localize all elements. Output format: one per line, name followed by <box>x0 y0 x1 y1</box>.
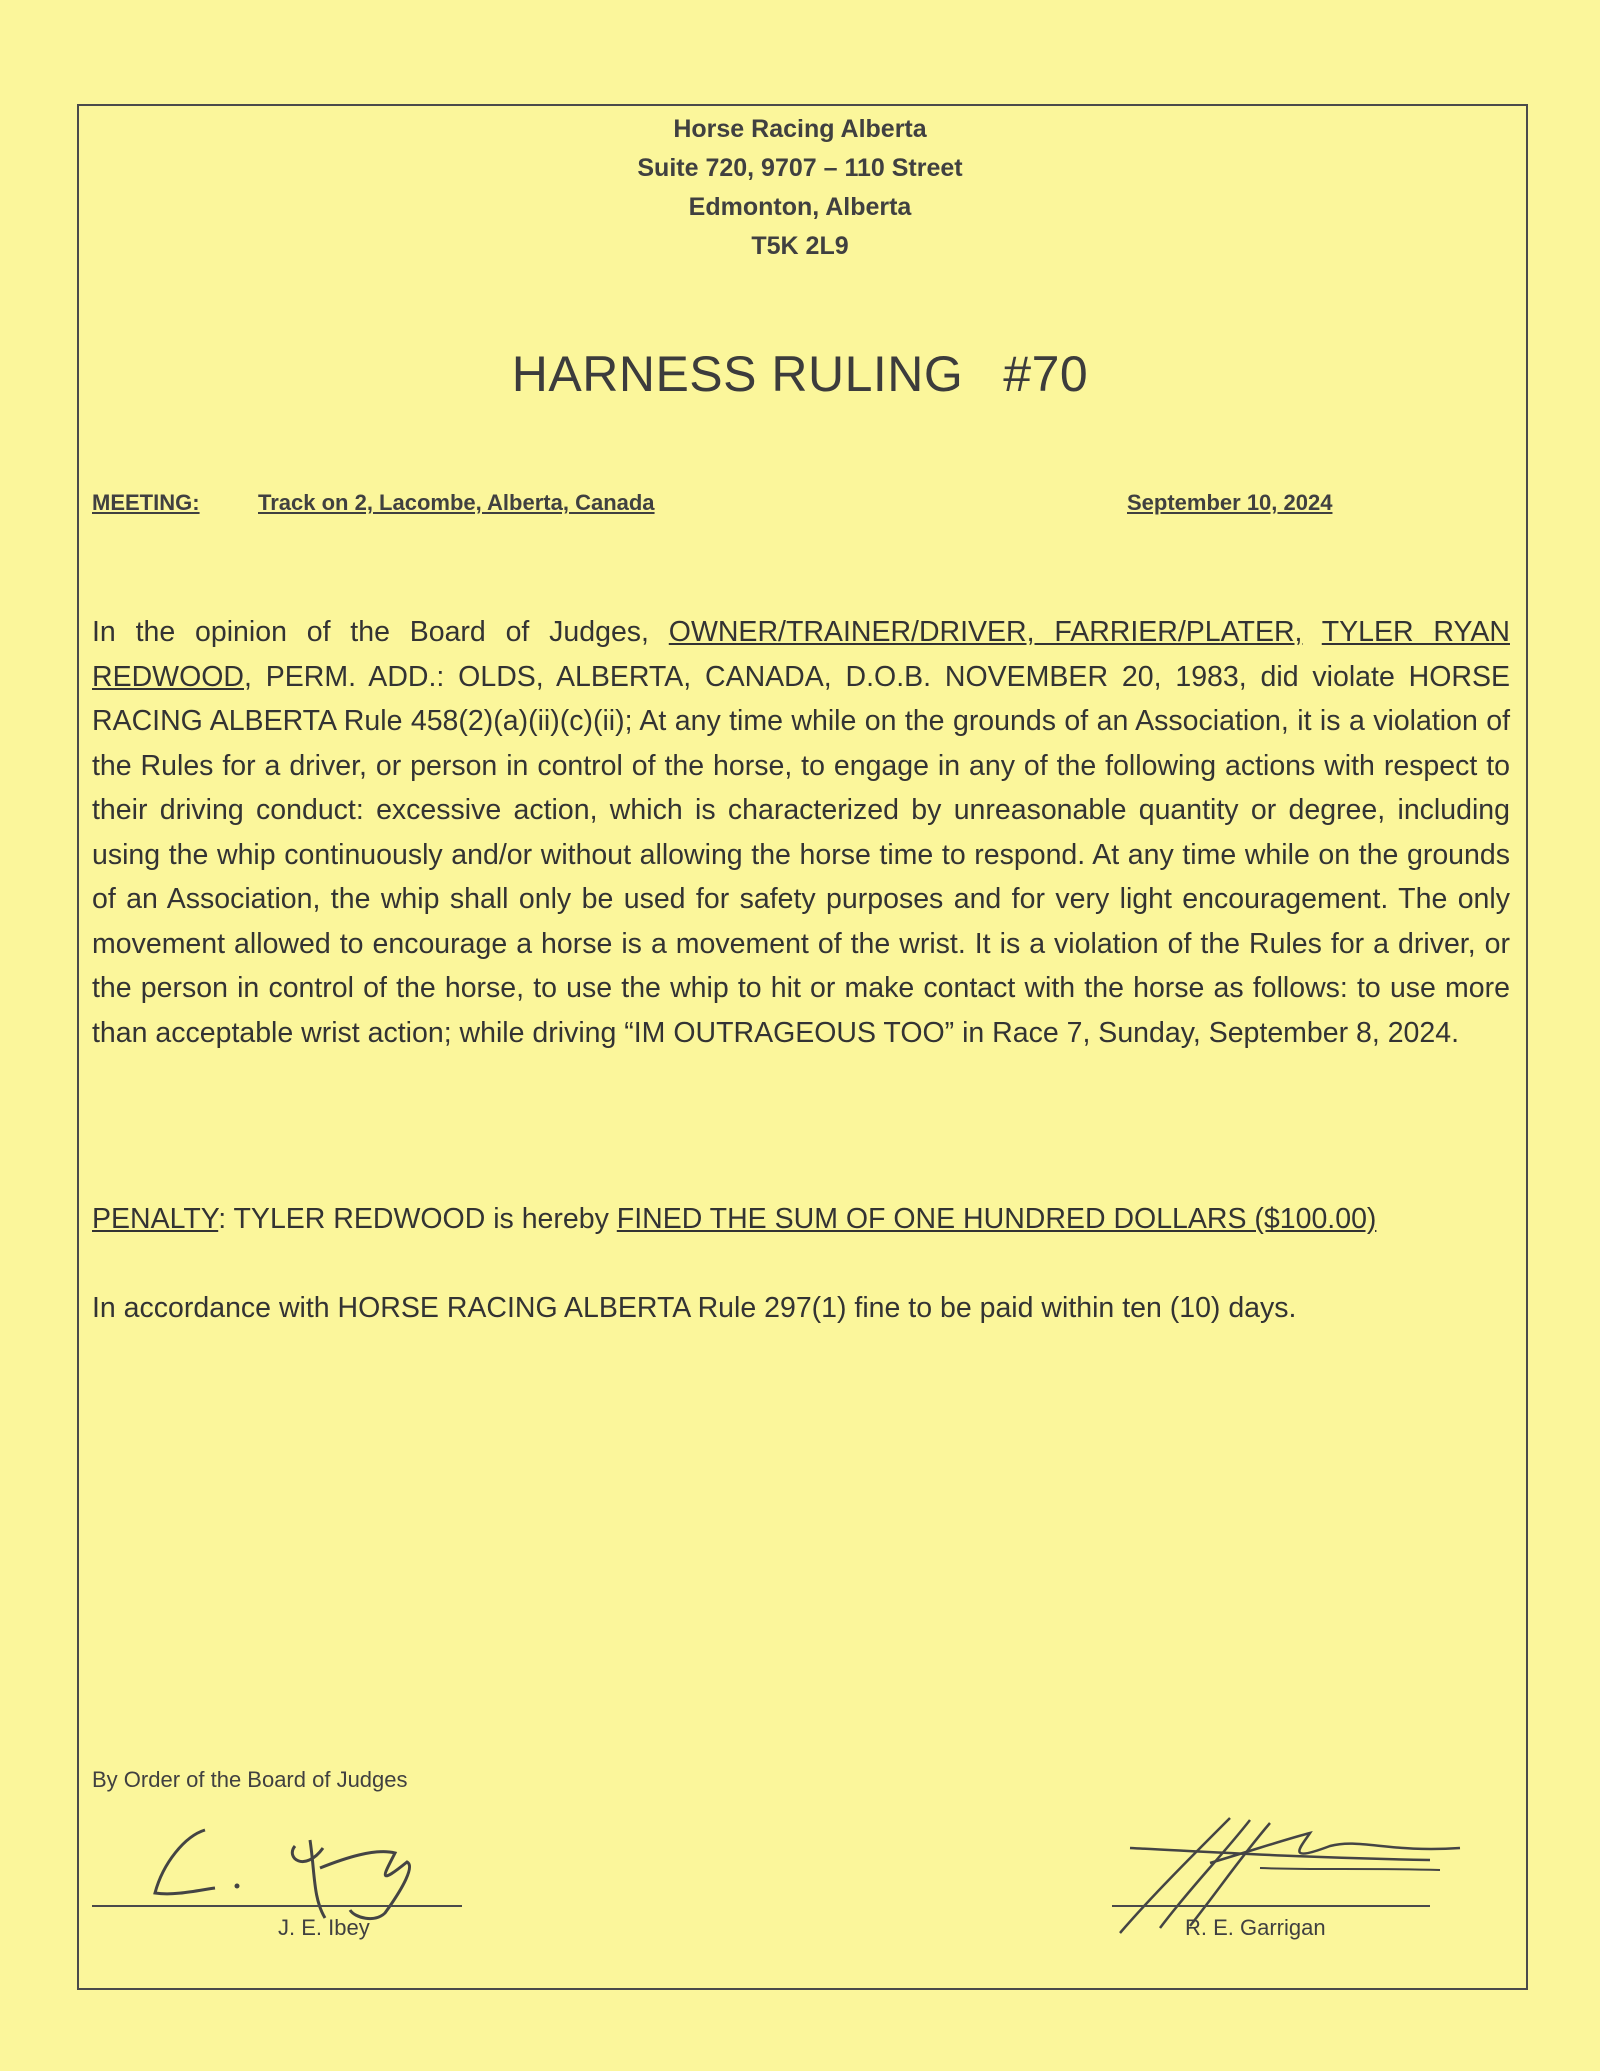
org-name: Horse Racing Alberta <box>673 115 927 143</box>
opinion-intro: In the opinion of the Board of Judges, <box>92 616 669 648</box>
opinion-details: , PERM. ADD.: OLDS, ALBERTA, CANADA, D.O.B. NOVEMBER 20, 1983, did violate HORSE RACING ALBERTA Rule 458(2)(a)(ii)(c)(ii); At any time while on the grounds of an Association, it is a violation of the Rules for a driver, or person in control of the horse, to engage in any of the following actions with respect to their driving conduct: excessive action, which is characterized by unreasonable quantity or degree, including using the whip continuously and/or without allowing the horse time to respond. At any time while on the grounds of an Association, the whip shall only be used for safety purposes and for very light encouragement. The only movement allowed to encourage a horse is a movement of the wrist. It is a violation of the Rules for a driver, or the person in control of the horse, to use the whip to hit or make contact with the horse as follows: to use more than acceptable wrist action; while driving “IM OUTRAGEOUS TOO” in Race 7, Sunday, September 8, 2024. <box>92 660 1510 1049</box>
signature-judge-1 <box>145 1818 455 1928</box>
meeting-label: MEETING: <box>92 490 200 515</box>
penalty-text: : TYLER REDWOOD is hereby <box>218 1203 617 1235</box>
penalty-fine: FINED THE SUM OF ONE HUNDRED DOLLARS ($100.00) <box>616 1203 1377 1235</box>
ruling-title-text: HARNESS RULING <box>511 346 964 402</box>
ruling-number: #70 <box>1003 346 1089 402</box>
meeting-date: September 10, 2024 <box>1127 490 1333 515</box>
signature-line-1 <box>92 1905 462 1907</box>
judge-1-name: J. E. Ibey <box>278 1915 370 1940</box>
ruling-title <box>0 345 1600 403</box>
org-address-line1: Suite 720, 9707 – 110 Street <box>637 154 963 182</box>
accordance-paragraph: In accordance with HORSE RACING ALBERTA Rule 297(1) fine to be paid within ten (10) days. <box>92 1292 1297 1324</box>
signature-line-2 <box>1112 1905 1430 1907</box>
respondent-roles: OWNER/TRAINER/DRIVER, FARRIER/PLATER, <box>668 616 1303 648</box>
by-order-text: By Order of the Board of Judges <box>92 1767 408 1792</box>
judge-2-name: R. E. Garrigan <box>1185 1915 1326 1940</box>
meeting-location: Track on 2, Lacombe, Alberta, Canada <box>258 490 655 515</box>
penalty-label: PENALTY <box>92 1203 219 1235</box>
penalty-paragraph <box>92 1197 1510 1242</box>
org-address-line2: Edmonton, Alberta <box>688 193 912 221</box>
respondent-name: TYLER RYAN REDWOOD <box>92 616 1510 693</box>
org-postal-code: T5K 2L9 <box>751 232 849 260</box>
organization-header <box>0 110 1600 266</box>
opinion-paragraph <box>92 610 1510 1055</box>
